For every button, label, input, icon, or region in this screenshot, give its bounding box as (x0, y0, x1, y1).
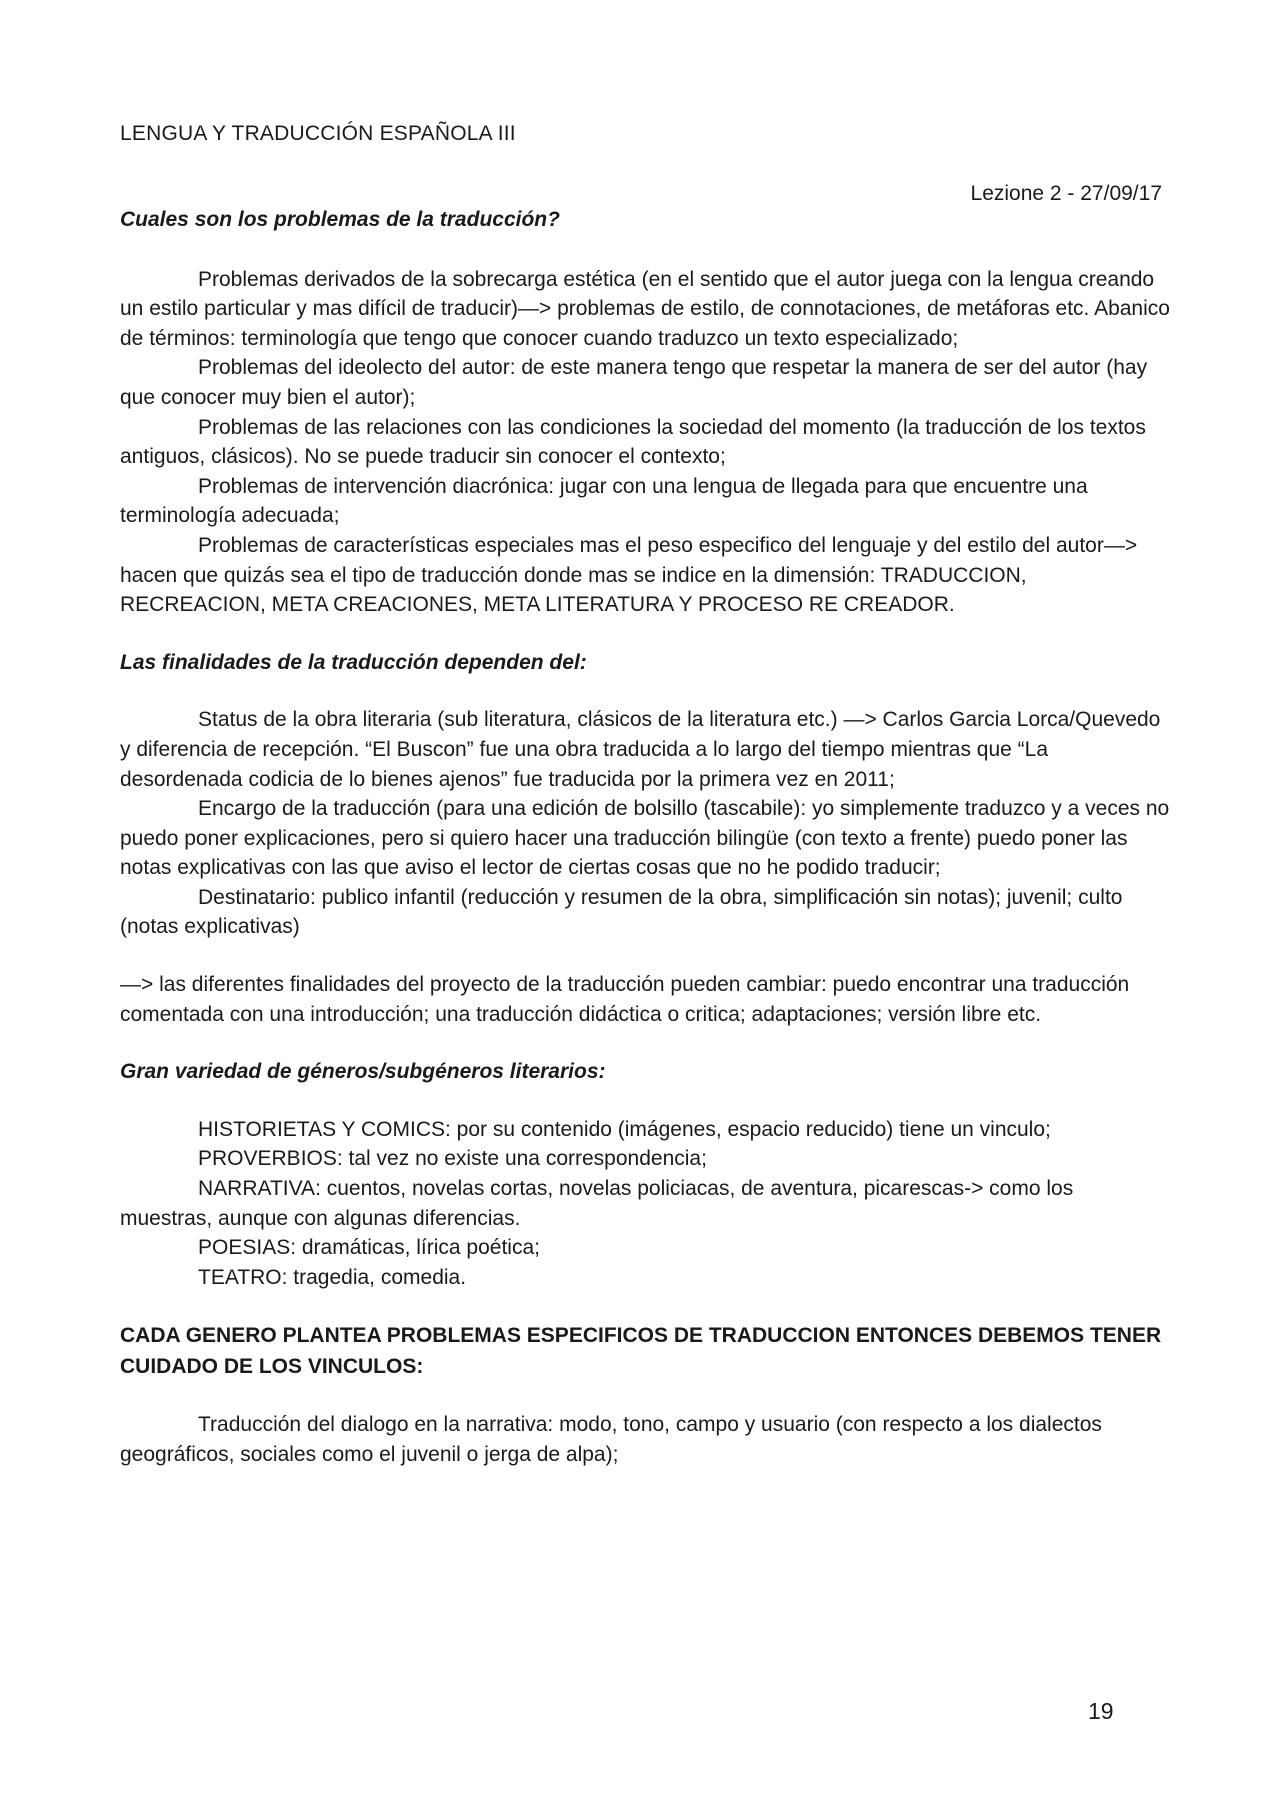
document-body (120, 205, 1170, 1470)
paragraph: Problemas de intervención diacrónica: jugar con una lengua de llegada para que encuentre una terminología adecuada; (120, 474, 1088, 528)
page-number: 19 (1088, 1698, 1114, 1724)
paragraph: Traducción del dialogo en la narrativa: modo, tono, campo y usuario (con respecto a los dialectos geográficos, sociales como el juvenil o jerga de alpa); (120, 1413, 1102, 1466)
section-heading-genre-problems: CADA GENERO PLANTEA PROBLEMAS ESPECIFICOS DE TRADUCCION ENTONCES DEBEMOS TENER CUIDADO DE LOS VINCULOS: (120, 1324, 1162, 1379)
paragraph: Encargo de la traducción (para una edición de bolsillo (tascabile): yo simplemente traduzco y a veces no puedo poner explicaciones, pero si quiero hacer una traducción bilingüe (con texto a frente) puedo poner las notas explicativas con las que aviso el lector de ciertas cosas que no he podido traducir; (120, 797, 1170, 880)
section-heading-problems: Cuales son los problemas de la traducción? (120, 208, 560, 231)
paragraph: Destinatario: publico infantil (reducción y resumen de la obra, simplificación sin notas); juvenil; culto (notas explicativas) (120, 885, 1123, 939)
section-heading-purposes: Las finalidades de la traducción dependen del: (120, 650, 587, 674)
paragraph: Problemas de las relaciones con las condiciones la sociedad del momento (la traducción de los textos antiguos, clásicos). No se puede traducir sin conocer el contexto; (120, 415, 1146, 469)
genre-item: PROVERBIOS: tal vez no existe una correspondencia; (198, 1147, 707, 1171)
paragraph: Problemas de características especiales mas el peso especifico del lenguaje y del estilo del autor—> hacen que quizás sea el tipo de traducción donde mas se indice en la dimensión: TRADUCCION, RECREACION, META CREACIONES, META LITERATURA Y PROCESO RE CREADOR. (120, 533, 1138, 617)
paragraph: Status de la obra literaria (sub literatura, clásicos de la literatura etc.) —> Carlos Garcia Lorca/Quevedo y diferencia de recepción. “El Buscon” fue una obra traducida a lo largo del tiempo mientras que “La desordenada codicia de lo bienes ajenos” fue traducida por la primera vez en 2011; (120, 708, 1161, 791)
section-heading-genres: Gran variedad de géneros/subgéneros literarios: (120, 1060, 606, 1084)
lesson-date: Lezione 2 - 27/09/17 (970, 182, 1162, 205)
paragraph: Problemas derivados de la sobrecarga estética (en el sentido que el autor juega con la lengua creando un estilo particular y mas difícil de traducir)—> problemas de estilo, de connotaciones, de metáforas etc. Abanico de términos: terminología que tengo que conocer cuando traduzco un texto especializado; (120, 267, 1170, 350)
purposes-note: —> las diferentes finalidades del proyecto de la traducción pueden cambiar: puedo encontrar una traducción comentada con una introducción; una traducción didáctica o critica; adaptaciones; versión libre etc. (120, 973, 1130, 1026)
genre-item: HISTORIETAS Y COMICS: por su contenido (imágenes, espacio reducido) tiene un vinculo; (198, 1117, 1051, 1141)
genre-item: POESIAS: dramáticas, lírica poética; (198, 1236, 540, 1260)
genre-item: NARRATIVA: cuentos, novelas cortas, novelas policiacas, de aventura, picarescas-> como los muestras, aunque con algunas diferencias. (120, 1177, 1074, 1230)
genre-item: TEATRO: tragedia, comedia. (198, 1265, 467, 1289)
course-title: LENGUA Y TRADUCCIÓN ESPAÑOLA III (120, 122, 516, 145)
paragraph: Problemas del ideolecto del autor: de este manera tengo que respetar la manera de ser del autor (hay que conocer muy bien el autor); (120, 356, 1148, 409)
